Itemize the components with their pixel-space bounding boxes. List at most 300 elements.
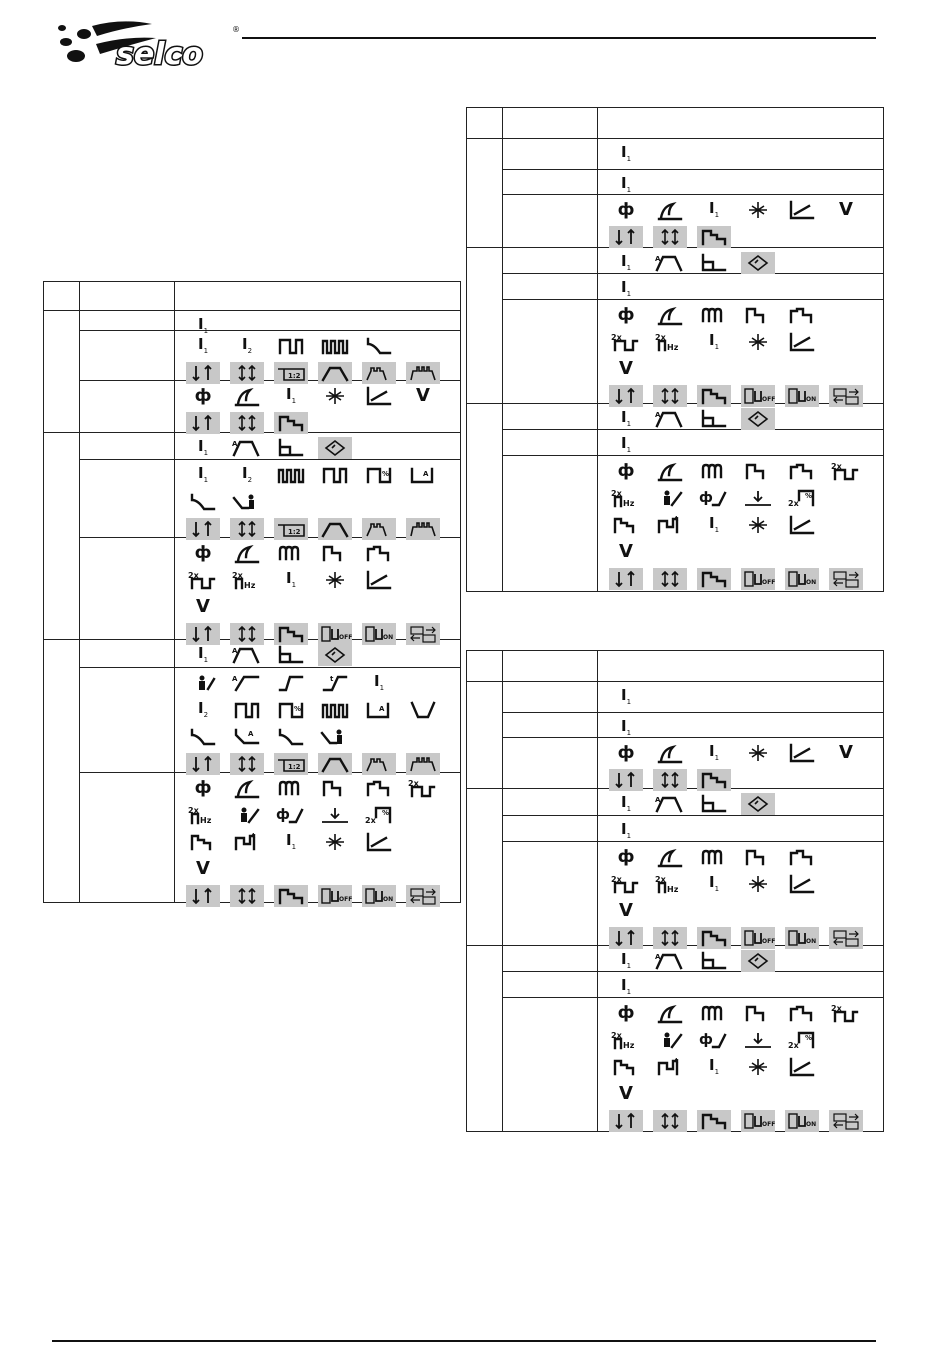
icon-cell (609, 299, 879, 403)
icon-row (609, 331, 879, 353)
step-b-icon (362, 542, 396, 564)
step-down-icon (697, 408, 731, 430)
cross-icon (741, 1056, 775, 1078)
icon-cell (609, 247, 879, 273)
g-diamond-icon (318, 437, 352, 459)
icon-cell (609, 971, 879, 997)
slope-down-icon (186, 726, 220, 748)
slope-down-icon (274, 726, 308, 748)
slope-down-icon (362, 335, 396, 357)
phi-icon: ф (617, 199, 635, 220)
pulse-khz-icon (318, 699, 352, 721)
curve-icon (785, 514, 819, 536)
icon-row (609, 1083, 879, 1105)
icon-row (609, 846, 879, 868)
icon-row (186, 699, 456, 721)
weld-down-icon (741, 1029, 775, 1051)
g-swap-icon (406, 885, 440, 907)
table-left (43, 281, 461, 903)
step-b-icon (785, 304, 819, 326)
icon-row (186, 335, 456, 357)
icon-row (609, 742, 879, 764)
arc-icon (653, 846, 687, 868)
g-stair-icon (697, 1110, 731, 1132)
g-updown-icon (186, 412, 220, 434)
2x-hz-icon (186, 804, 220, 826)
svg-text:A: A (248, 730, 254, 738)
svg-text:OFF: OFF (762, 1121, 776, 1128)
svg-text:ON: ON (806, 1121, 817, 1128)
icon-row (186, 777, 456, 799)
svg-text:ON: ON (806, 396, 817, 403)
g-updown2-icon (653, 1110, 687, 1132)
icon-row (186, 412, 456, 434)
phi-icon: ф (194, 777, 212, 798)
V-icon: V (619, 900, 633, 921)
icon-cell (609, 737, 879, 788)
g-diamond-icon (741, 252, 775, 274)
2x-pulse-icon (609, 331, 643, 353)
icon-cell (609, 194, 879, 247)
curve-icon (362, 569, 396, 591)
g-updown2-icon (230, 885, 264, 907)
phi-icon: ф (617, 846, 635, 867)
t-up-icon (274, 672, 308, 694)
svg-text:2x: 2x (788, 1041, 799, 1050)
icon-row (609, 304, 879, 326)
curve-icon (785, 1056, 819, 1078)
step-t-icon (609, 1056, 643, 1078)
svg-text:OFF: OFF (339, 634, 353, 641)
phi-icon: ф (617, 742, 635, 763)
svg-text:Hz: Hz (667, 343, 679, 352)
icon-row (609, 793, 879, 815)
A-ramp-icon (230, 644, 264, 666)
2x-hz-icon (653, 331, 687, 353)
coil-icon (697, 460, 731, 482)
svg-text:OFF: OFF (762, 579, 776, 586)
g-diamond-icon (741, 408, 775, 430)
svg-text:2x: 2x (611, 875, 622, 884)
arc-icon (230, 542, 264, 564)
coil-icon (697, 1002, 731, 1024)
svg-text:2x: 2x (188, 806, 199, 815)
svg-text:%: % (382, 470, 390, 478)
icon-row (186, 464, 456, 486)
icon-row (609, 434, 879, 456)
svg-text:2x: 2x (788, 499, 799, 508)
I1-icon: $I_1$ (708, 873, 720, 893)
A-ramp-icon (653, 408, 687, 430)
svg-text:A: A (232, 675, 238, 683)
svg-text:Hz: Hz (623, 499, 635, 508)
curve-icon (362, 385, 396, 407)
person-up-icon (186, 672, 220, 694)
g-updown-icon (609, 226, 643, 248)
2x-hz-icon (609, 1029, 643, 1051)
icon-cell (186, 380, 456, 432)
arc-icon (230, 777, 264, 799)
g-diamond-icon (741, 793, 775, 815)
icon-cell (186, 639, 456, 667)
icon-row (609, 174, 879, 196)
icon-row (609, 1056, 879, 1078)
svg-text:Hz: Hz (667, 885, 679, 894)
I1-icon: $I_1$ (620, 717, 632, 737)
2x-pct-icon (785, 1029, 819, 1051)
curve-icon (362, 831, 396, 853)
arc-icon (230, 385, 264, 407)
curve-icon (785, 742, 819, 764)
svg-text:2x: 2x (655, 333, 666, 342)
svg-text:A: A (232, 647, 238, 655)
I1-icon: $I_1$ (620, 174, 632, 194)
svg-text:1:2: 1:2 (288, 372, 301, 380)
step-down-icon (274, 437, 308, 459)
I1-icon: $I_1$ (373, 672, 385, 692)
svg-text:t: t (675, 1057, 679, 1065)
V-tube-icon (406, 699, 440, 721)
svg-text:A: A (655, 796, 661, 804)
svg-text:Hz: Hz (623, 1041, 635, 1050)
step-t2-icon (653, 1056, 687, 1078)
I1-icon: $I_1$ (620, 976, 632, 996)
cross-icon (741, 514, 775, 536)
brand-text: selco (116, 37, 203, 72)
icon-row (609, 1002, 879, 1024)
svg-text:Hz: Hz (244, 581, 256, 590)
svg-text:Hz: Hz (200, 816, 212, 825)
phi-icon: ф (617, 1002, 635, 1023)
icon-row (186, 726, 456, 748)
svg-text:2x: 2x (611, 333, 622, 342)
t-up2-icon (318, 672, 352, 694)
cross-icon (741, 742, 775, 764)
V-icon: V (416, 385, 430, 406)
curve-icon (785, 331, 819, 353)
A-ramp-icon (653, 252, 687, 274)
step-a-icon (741, 1002, 775, 1024)
cross-icon (741, 199, 775, 221)
icon-row (609, 568, 879, 590)
svg-text:2x: 2x (188, 571, 199, 580)
svg-text:2x: 2x (611, 489, 622, 498)
I1-icon: $I_1$ (708, 199, 720, 219)
icon-row (609, 717, 879, 739)
icon-row (609, 358, 879, 380)
icon-row (609, 252, 879, 274)
svg-text:2x: 2x (655, 875, 666, 884)
2x-pct-icon (785, 487, 819, 509)
icon-row (609, 514, 879, 536)
icon-row (609, 408, 879, 430)
svg-text:ON: ON (806, 579, 817, 586)
icon-row (609, 226, 879, 248)
column-divider (597, 108, 598, 591)
V-icon: V (196, 596, 210, 617)
phi-icon: ф (617, 460, 635, 481)
icon-row (186, 672, 456, 694)
icon-cell (609, 945, 879, 971)
V-icon: V (619, 1083, 633, 1104)
phi-ramp-icon (697, 1029, 731, 1051)
A-ramp-icon (230, 437, 264, 459)
A-down-icon (230, 726, 264, 748)
svg-text:2x: 2x (408, 779, 419, 788)
svg-text:1:2: 1:2 (288, 528, 301, 536)
svg-text:ф: ф (699, 490, 713, 506)
pulse-A-icon (362, 699, 396, 721)
cross-icon (741, 331, 775, 353)
step-down-icon (697, 793, 731, 815)
icon-cell (186, 537, 456, 639)
svg-text:t: t (330, 675, 334, 683)
svg-text:OFF: OFF (762, 396, 776, 403)
step-t-icon (186, 831, 220, 853)
icon-cell (609, 681, 879, 712)
icon-row (186, 644, 456, 666)
step-down-icon (697, 950, 731, 972)
svg-text:2x: 2x (232, 571, 243, 580)
I1-icon: $I_1$ (708, 1056, 720, 1076)
g-updown-icon (186, 885, 220, 907)
icon-cell (609, 815, 879, 841)
2x-hz-icon (653, 873, 687, 895)
2x-pulse-icon (829, 1002, 863, 1024)
icon-row (609, 976, 879, 998)
svg-text:ON: ON (383, 634, 394, 641)
icon-row (186, 804, 456, 826)
svg-text:ON: ON (383, 896, 394, 903)
coil-icon (697, 846, 731, 868)
I1-icon: $I_1$ (620, 686, 632, 706)
icon-cell (609, 169, 879, 194)
icon-row (609, 873, 879, 895)
step-down-icon (697, 252, 731, 274)
icon-row (609, 900, 879, 922)
step-a-icon (741, 304, 775, 326)
g-off-icon (741, 568, 775, 590)
icon-row (609, 278, 879, 300)
curve-icon (785, 199, 819, 221)
cross-icon (318, 831, 352, 853)
t-person-icon (653, 1029, 687, 1051)
step-a-icon (318, 542, 352, 564)
V-icon: V (196, 858, 210, 879)
arc-icon (653, 460, 687, 482)
person-ramp-icon (230, 491, 264, 513)
coil-icon (274, 777, 308, 799)
weld-down-icon (741, 487, 775, 509)
column-divider (502, 651, 503, 1131)
pulse1-icon (318, 464, 352, 486)
header-rule (242, 37, 876, 39)
icon-cell (609, 841, 879, 945)
svg-text:A: A (423, 470, 429, 478)
icon-row (186, 385, 456, 407)
weld-down-icon (318, 804, 352, 826)
step-b-icon (785, 1002, 819, 1024)
icon-cell (609, 712, 879, 737)
I1-icon: $I_1$ (620, 434, 632, 454)
step-b-icon (785, 460, 819, 482)
g-stair-icon (274, 412, 308, 434)
icon-row (609, 686, 879, 708)
icon-cell (609, 138, 879, 169)
cross-icon (741, 873, 775, 895)
icon-cell (609, 788, 879, 815)
column-divider (79, 282, 80, 902)
person-ramp-icon (318, 726, 352, 748)
svg-text:A: A (655, 255, 661, 263)
pulse-pct-icon (362, 464, 396, 486)
icon-row (609, 199, 879, 221)
arc-icon (653, 1002, 687, 1024)
svg-text:%: % (805, 492, 813, 500)
I2-icon: $I_2$ (241, 464, 253, 484)
pulse-A-icon (406, 464, 440, 486)
I1-icon: $I_1$ (620, 793, 632, 813)
g-updown-icon (609, 568, 643, 590)
2x-pct-icon (362, 804, 396, 826)
g-stair-icon (697, 568, 731, 590)
2x-pulse-icon (829, 460, 863, 482)
icon-row (186, 831, 456, 853)
icon-cell (609, 273, 879, 299)
step-b-icon (362, 777, 396, 799)
icon-cell (609, 403, 879, 429)
pulse-khz-icon (274, 464, 308, 486)
page-header (0, 0, 950, 80)
g-stair-icon (697, 226, 731, 248)
2x-pulse-icon (186, 569, 220, 591)
2x-hz-icon (609, 487, 643, 509)
A-up-icon (230, 672, 264, 694)
pulse-pct-icon (274, 699, 308, 721)
2x-pulse-icon (406, 777, 440, 799)
step-t-icon (609, 514, 643, 536)
g-off-icon (318, 885, 352, 907)
slope-down-icon (186, 491, 220, 513)
icon-cell (186, 310, 456, 335)
I1-icon: $I_1$ (620, 950, 632, 970)
icon-row (609, 541, 879, 563)
cross-icon (318, 385, 352, 407)
A-ramp-icon (653, 950, 687, 972)
I1-icon: $I_1$ (197, 437, 209, 457)
step-t2-icon (653, 514, 687, 536)
svg-text:A: A (379, 705, 385, 713)
step-a-icon (318, 777, 352, 799)
icon-cell (186, 432, 456, 459)
icon-row (609, 487, 879, 509)
V-icon: V (619, 541, 633, 562)
svg-text:2x: 2x (831, 1004, 842, 1013)
table-right-top (466, 107, 884, 592)
svg-text:ON: ON (806, 938, 817, 945)
coil-icon (697, 304, 731, 326)
g-swap-icon (829, 568, 863, 590)
icon-row (186, 858, 456, 880)
I1-icon: $I_1$ (620, 278, 632, 298)
g-diamond-icon (741, 950, 775, 972)
svg-text:OFF: OFF (762, 938, 776, 945)
arc-icon (653, 742, 687, 764)
icon-row (186, 542, 456, 564)
step-b-icon (785, 846, 819, 868)
icon-row (186, 596, 456, 618)
I1-icon: $I_1$ (197, 335, 209, 355)
t-person-icon (653, 487, 687, 509)
I1-icon: $I_1$ (197, 315, 209, 335)
icon-row (609, 460, 879, 482)
V-icon: V (839, 199, 853, 220)
step-a-icon (741, 460, 775, 482)
icon-row (609, 950, 879, 972)
icon-row (186, 491, 456, 513)
g-stair-icon (274, 885, 308, 907)
selco-logo (52, 14, 242, 70)
I1-icon: $I_1$ (285, 831, 297, 851)
icon-cell (186, 330, 456, 380)
I1-icon: $I_1$ (708, 514, 720, 534)
arc-icon (653, 199, 687, 221)
icon-cell (609, 997, 879, 1131)
svg-text:A: A (232, 440, 238, 448)
icon-row (609, 1029, 879, 1051)
icon-cell (609, 429, 879, 455)
g-updown2-icon (230, 412, 264, 434)
arc-icon (653, 304, 687, 326)
cross-icon (318, 569, 352, 591)
svg-text:ф: ф (276, 807, 290, 823)
V-icon: V (619, 358, 633, 379)
t-person-icon (230, 804, 264, 826)
pulse1-icon (230, 699, 264, 721)
svg-text:OFF: OFF (339, 896, 353, 903)
icon-cell (609, 455, 879, 591)
g-updown2-icon (653, 226, 687, 248)
phi-icon: ф (617, 304, 635, 325)
pulse1-icon (274, 335, 308, 357)
2x-hz-icon (230, 569, 264, 591)
step-a-icon (741, 846, 775, 868)
I1-icon: $I_1$ (620, 408, 632, 428)
phi-ramp-icon (697, 487, 731, 509)
svg-text:2x: 2x (831, 462, 842, 471)
I1-icon: $I_1$ (620, 143, 632, 163)
g-updown2-icon (653, 568, 687, 590)
icon-row (609, 1110, 879, 1132)
step-t2-icon (230, 831, 264, 853)
column-divider (174, 282, 175, 902)
pulse-khz-icon (318, 335, 352, 357)
coil-icon (274, 542, 308, 564)
svg-text:A: A (655, 953, 661, 961)
I1-icon: $I_1$ (285, 569, 297, 589)
g-swap-icon (829, 1110, 863, 1132)
icon-cell (186, 459, 456, 537)
phi-ramp-icon (274, 804, 308, 826)
svg-text:1:2: 1:2 (288, 763, 301, 771)
icon-row (186, 885, 456, 907)
g-on-icon (362, 885, 396, 907)
svg-text:t: t (675, 515, 679, 523)
I1-icon: $I_1$ (620, 252, 632, 272)
column-divider (597, 651, 598, 1131)
svg-text:ф: ф (699, 1032, 713, 1048)
g-on-icon (785, 568, 819, 590)
